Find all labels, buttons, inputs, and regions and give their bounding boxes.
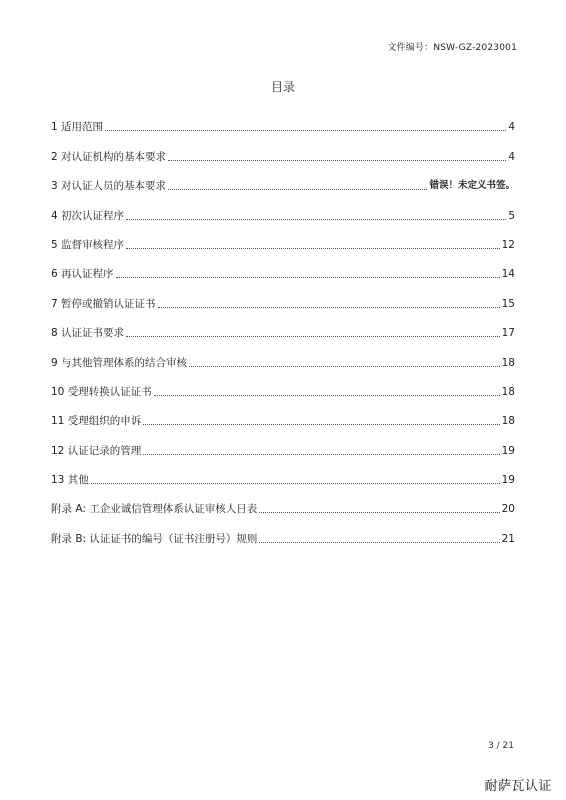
toc-entry-label: 1 适用范围 (51, 121, 104, 134)
toc-entry-label: 10 受理转换认证证书 (51, 385, 152, 398)
toc-entry-page: 5 (508, 209, 515, 222)
table-of-contents (51, 105, 515, 546)
toc-entry[interactable] (51, 399, 515, 428)
toc-entry-page: 21 (501, 532, 515, 545)
toc-entry[interactable] (51, 223, 515, 252)
toc-dot-leader (168, 189, 427, 190)
toc-entry-page: 19 (501, 444, 515, 457)
toc-entry-label: 3 对认证人员的基本要求 (51, 180, 167, 193)
toc-dot-leader (126, 336, 500, 337)
toc-dot-leader (259, 512, 499, 513)
toc-dot-leader (91, 483, 500, 484)
toc-entry[interactable] (51, 252, 515, 281)
toc-entry[interactable] (51, 105, 515, 134)
watermark: 耐萨瓦认证 (484, 779, 552, 794)
toc-entry-label: 13 其他 (51, 474, 89, 487)
toc-entry[interactable] (51, 311, 515, 340)
toc-entry-page: 18 (501, 385, 515, 398)
toc-entry[interactable] (51, 370, 515, 399)
toc-entry[interactable] (51, 428, 515, 457)
toc-entry-page: 4 (508, 150, 515, 163)
toc-dot-leader (154, 395, 500, 396)
toc-entry-page: 14 (501, 268, 515, 281)
document-number: 文件编号：NSW-GZ-2023001 (387, 43, 517, 53)
toc-dot-leader (126, 219, 506, 220)
toc-entry[interactable] (51, 458, 515, 487)
toc-dot-leader (259, 542, 499, 543)
toc-dot-leader (143, 454, 499, 455)
toc-entry[interactable] (51, 164, 515, 193)
toc-entry-label: 附录 A: 工企业诚信管理体系认证审核人日表 (51, 503, 258, 516)
toc-entry-label: 8 认证证书要求 (51, 327, 125, 340)
toc-entry-label: 11 受理组织的申诉 (51, 415, 142, 428)
toc-entry[interactable] (51, 487, 515, 516)
toc-dot-leader (168, 160, 506, 161)
toc-entry-label: 12 认证记录的管理 (51, 444, 142, 457)
toc-entry-label: 5 监督审核程序 (51, 238, 125, 251)
toc-entry-page: 18 (501, 415, 515, 428)
toc-dot-leader (116, 277, 500, 278)
toc-entry-label: 附录 B: 认证证书的编号（证书注册号）规则 (51, 532, 258, 545)
toc-entry-page-error: 错误！未定义书签。 (429, 180, 515, 192)
toc-entry-page: 12 (501, 238, 515, 251)
toc-entry-label: 9 与其他管理体系的结合审核 (51, 356, 188, 369)
toc-entry-page: 19 (501, 474, 515, 487)
toc-entry[interactable] (51, 340, 515, 369)
page-counter: 3 / 21 (488, 741, 514, 751)
toc-entry-page: 4 (508, 121, 515, 134)
toc-entry[interactable] (51, 134, 515, 163)
toc-entry-label: 4 初次认证程序 (51, 209, 125, 222)
toc-entry-label: 6 再认证程序 (51, 268, 114, 281)
toc-entry-page: 15 (501, 297, 515, 310)
toc-entry[interactable] (51, 193, 515, 222)
toc-entry-page: 17 (501, 327, 515, 340)
toc-entry[interactable] (51, 516, 515, 545)
toc-dot-leader (158, 307, 500, 308)
toc-dot-leader (189, 366, 500, 367)
toc-dot-leader (126, 248, 500, 249)
toc-entry-page: 18 (501, 356, 515, 369)
toc-title: 目录 (270, 80, 295, 94)
toc-dot-leader (105, 130, 506, 131)
toc-dot-leader (143, 424, 499, 425)
toc-entry-label: 2 对认证机构的基本要求 (51, 150, 167, 163)
toc-entry[interactable] (51, 281, 515, 310)
toc-entry-label: 7 暂停或撤销认证证书 (51, 297, 156, 310)
toc-entry-page: 20 (501, 503, 515, 516)
